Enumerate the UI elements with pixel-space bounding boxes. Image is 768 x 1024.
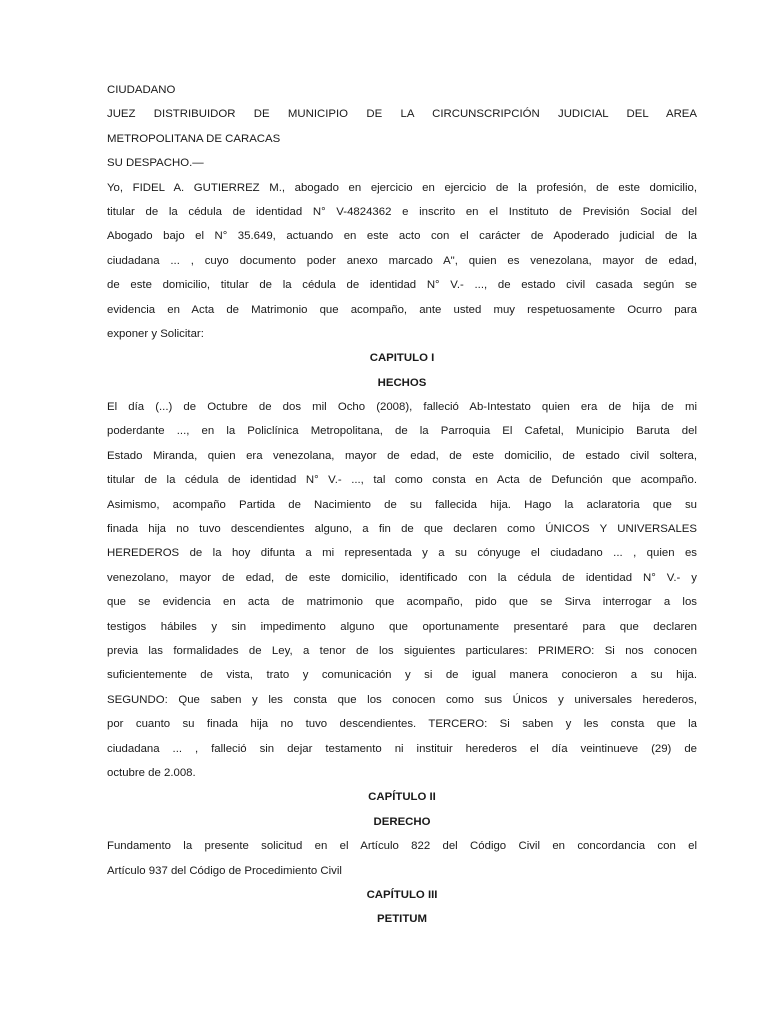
hechos-line: titular de la cédula de identidad N° V.- ..., tal como consta en Acta de Defunción que acompaño.: [107, 474, 697, 487]
hechos-line: finada hija no tuvo descendientes alguno, a fin de que declaren como ÚNICOS Y UNIVERSALES: [107, 523, 697, 536]
hechos-line: ciudadana ... , falleció sin dejar testamento ni instituir herederos el día veintinueve (29) de: [107, 742, 697, 755]
hechos-line: HEREDEROS de la hoy difunta a mi representada y a su cónyuge el ciudadano ... , quien es: [107, 547, 697, 560]
addressee-line: METROPOLITANA DE CARACAS: [107, 132, 281, 145]
hechos-line: suficientemente de vista, trato y comunicación y si de igual manera conocieron a su hija.: [107, 669, 697, 682]
derecho-line: Fundamento la presente solicitud en el Artículo 822 del Código Civil en concordancia con el: [107, 840, 697, 853]
hechos-line: El día (...) de Octubre de dos mil Ocho (2008), falleció Ab-Intestato quien era de hija de mi: [107, 401, 697, 414]
hechos-line: por cuanto su finada hija no tuvo descendientes. TERCERO: Si saben y les consta que la: [107, 718, 697, 731]
chapter-title: CAPÍTULO III: [366, 888, 438, 901]
intro-line: de este domicilio, titular de la cédula de identidad N° V.- ..., de estado civil casada según se: [107, 279, 697, 292]
hechos-line: poderdante ..., en la Policlínica Metropolitana, de la Parroquia El Cafetal, Municipio Baruta del: [107, 425, 697, 438]
hechos-line: venezolano, mayor de edad, de este domicilio, identificado con la cédula de identidad N° V.- y: [107, 571, 697, 584]
hechos-line: octubre de 2.008.: [107, 766, 196, 779]
chapter-subtitle: HECHOS: [377, 376, 427, 389]
addressee-line: CIUDADANO: [107, 84, 176, 96]
chapter-subtitle: DERECHO: [373, 815, 431, 828]
intro-line: exponer y Solicitar:: [107, 327, 204, 340]
addressee-line: JUEZ DISTRIBUIDOR DE MUNICIPIO DE LA CIRCUNSCRIPCIÓN JUDICIAL DEL AREA: [107, 108, 697, 121]
hechos-line: testigos hábiles y sin impedimento alguno que oportunamente presentaré para que declaren: [107, 620, 697, 633]
chapter-subtitle: PETITUM: [377, 913, 427, 926]
hechos-line: Estado Miranda, quien era venezolana, mayor de edad, de este domicilio, de estado civil soltera,: [107, 449, 697, 462]
intro-line: Abogado bajo el N° 35.649, actuando en este acto con el carácter de Apoderado judicial de la: [107, 230, 697, 243]
chapter-title: CAPITULO I: [369, 352, 435, 365]
intro-line: ciudadana ... , cuyo documento poder anexo marcado A", quien es venezolana, mayor de edad,: [107, 254, 697, 267]
intro-line: evidencia en Acta de Matrimonio que acompaño, ante usted muy respetuosamente Ocurro para: [107, 303, 697, 316]
chapter-title: CAPÍTULO II: [368, 791, 436, 804]
derecho-line: Artículo 937 del Código de Procedimiento Civil: [107, 864, 342, 877]
hechos-line: Asimismo, acompaño Partida de Nacimiento de su fallecida hija. Hago la aclaratoria que su: [107, 498, 697, 511]
intro-line: Yo, FIDEL A. GUTIERREZ M., abogado en ejercicio en ejercicio de la profesión, de este domicilio,: [107, 181, 697, 194]
hechos-line: SEGUNDO: Que saben y les consta que los conocen como sus Únicos y universales herederos,: [107, 693, 697, 706]
hechos-line: que se evidencia en acta de matrimonio que acompaño, pido que se Sirva interrogar a los: [107, 596, 697, 609]
intro-line: titular de la cédula de identidad N° V-4824362 e inscrito en el Instituto de Previsión Social del: [107, 205, 697, 218]
addressee-line: SU DESPACHO.—: [107, 157, 204, 170]
hechos-line: previa las formalidades de Ley, a tenor de los siguientes particulares: PRIMERO: Si nos conocen: [107, 644, 697, 657]
